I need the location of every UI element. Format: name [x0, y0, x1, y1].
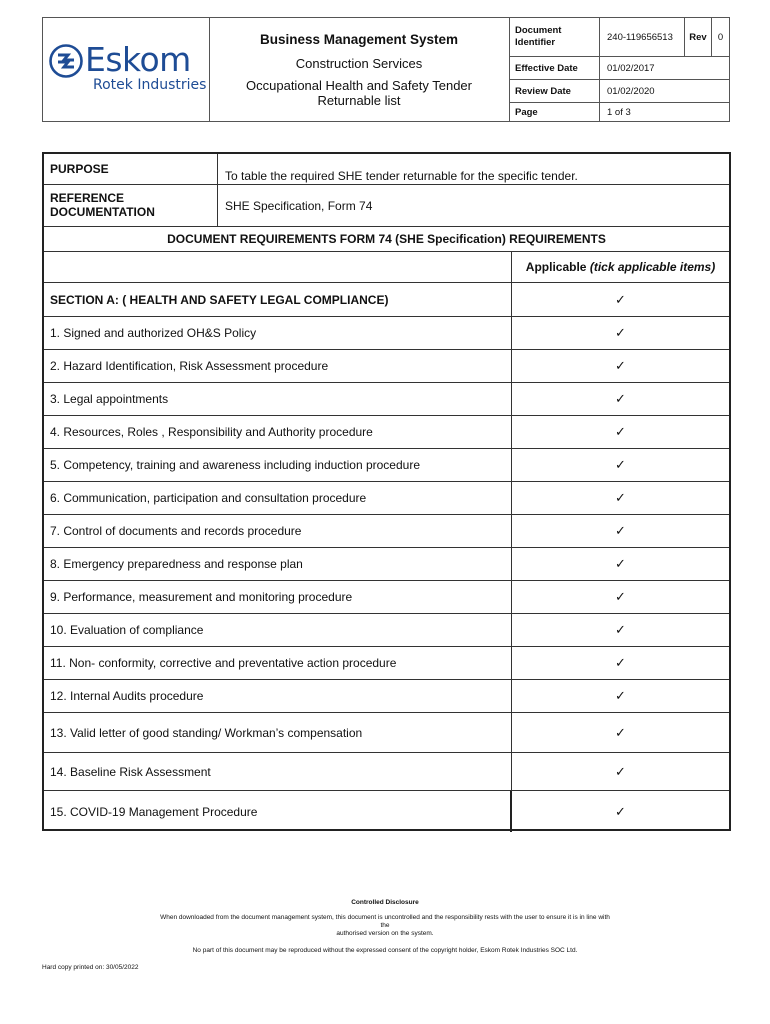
requirements-table: [42, 152, 731, 831]
requirement-label: 3. Legal appointments: [44, 383, 512, 415]
logo-sub-text: Rotek Industries: [93, 77, 207, 93]
footer-line-4: No part of this document may be reproduced without the expressed consent of the copyright holder, Eskom Rotek Industries SOC Ltd.: [192, 947, 578, 954]
requirement-label: 13. Valid letter of good standing/ Workman’s compensation: [44, 713, 512, 752]
applicable-checkbox[interactable]: [512, 416, 729, 448]
check-icon: ✓: [615, 688, 626, 703]
requirement-row: [44, 350, 729, 383]
requirement-label: 6. Communication, participation and consultation procedure: [44, 482, 512, 514]
system-title: Business Management System: [259, 32, 459, 47]
requirement-label: 4. Resources, Roles , Responsibility and Authority procedure: [44, 416, 512, 448]
requirement-label: 11. Non- conformity, corrective and preventative action procedure: [44, 647, 512, 679]
applicable-checkbox[interactable]: [512, 350, 729, 382]
requirement-row: [44, 680, 729, 713]
requirement-label: 9. Performance, measurement and monitoring procedure: [44, 581, 512, 613]
applicable-checkbox[interactable]: [512, 647, 729, 679]
rev-value: 0: [717, 31, 724, 43]
document-header: [42, 17, 730, 122]
purpose-label: PURPOSE: [44, 154, 218, 184]
check-icon: ✓: [615, 763, 626, 779]
identifier-label: Document Identifier: [509, 18, 600, 56]
applicable-checkbox[interactable]: [512, 614, 729, 646]
applicable-header-row: [44, 252, 729, 283]
requirement-label: 7. Control of documents and records procedure: [44, 515, 512, 547]
requirement-label: 10. Evaluation of compliance: [44, 614, 512, 646]
reference-row: [44, 185, 729, 227]
section-row: [44, 283, 729, 317]
check-icon: ✓: [615, 589, 626, 604]
eskom-logo-icon: [49, 44, 83, 78]
applicable-checkbox[interactable]: [512, 581, 729, 613]
requirement-row: [44, 791, 729, 832]
requirement-label: 1. Signed and authorized OH&S Policy: [44, 317, 512, 349]
applicable-checkbox[interactable]: [512, 283, 729, 316]
applicable-checkbox[interactable]: [512, 449, 729, 481]
document-meta: [509, 18, 729, 121]
requirement-label: 15. COVID-19 Management Procedure: [44, 791, 512, 832]
requirement-label: 12. Internal Audits procedure: [44, 680, 512, 712]
applicable-checkbox[interactable]: [512, 482, 729, 514]
check-icon: ✓: [615, 291, 626, 307]
applicable-header: [512, 252, 729, 282]
check-icon: ✓: [615, 803, 626, 819]
applicable-checkbox[interactable]: [512, 753, 729, 790]
requirement-row: [44, 581, 729, 614]
check-icon: ✓: [615, 724, 626, 740]
applicable-checkbox[interactable]: [512, 680, 729, 712]
meta-page-row: [509, 103, 729, 121]
review-value: 01/02/2020: [607, 85, 655, 97]
check-icon: ✓: [615, 424, 626, 439]
applicable-checkbox[interactable]: [512, 317, 729, 349]
rev-cell: [685, 18, 729, 56]
applicable-checkbox[interactable]: [512, 713, 729, 752]
requirement-row: [44, 317, 729, 350]
requirement-row: [44, 647, 729, 680]
rev-label: Rev: [685, 18, 712, 56]
requirement-label: 8. Emergency preparedness and response plan: [44, 548, 512, 580]
requirement-row: [44, 383, 729, 416]
check-icon: ✓: [615, 655, 626, 670]
requirement-row: [44, 548, 729, 581]
applicable-hint: (tick applicable items): [589, 260, 716, 274]
title-cell: [209, 18, 510, 121]
requirement-label: SECTION A: ( HEALTH AND SAFETY LEGAL COMPLIANCE): [44, 283, 512, 316]
requirement-row: [44, 482, 729, 515]
check-icon: ✓: [615, 622, 626, 637]
page-label: Page: [509, 103, 600, 121]
footer-line-2: the: [380, 922, 390, 929]
applicable-checkbox[interactable]: [512, 548, 729, 580]
effective-label: Effective Date: [509, 57, 600, 79]
check-icon: ✓: [615, 556, 626, 571]
requirement-row: [44, 753, 729, 791]
requirement-label: 5. Competency, training and awareness including induction procedure: [44, 449, 512, 481]
footer-line-3: authorised version on the system.: [336, 930, 434, 937]
requirement-row: [44, 713, 729, 753]
check-icon: ✓: [615, 358, 626, 373]
requirement-row: [44, 416, 729, 449]
check-icon: ✓: [615, 490, 626, 505]
review-label: Review Date: [509, 80, 600, 102]
logo-brand-text: Eskom: [85, 40, 191, 79]
effective-value: 01/02/2017: [607, 62, 655, 74]
printed-date: Hard copy printed on: 30/05/2022: [42, 964, 139, 971]
requirements-heading: DOCUMENT REQUIREMENTS FORM 74 (SHE Specification) REQUIREMENTS: [44, 227, 729, 252]
identifier-value: 240-119656513: [600, 18, 685, 56]
purpose-row: [44, 154, 729, 185]
meta-effective-row: [509, 57, 729, 80]
document-title: Occupational Health and Safety Tender Returnable list: [246, 78, 472, 108]
check-icon: ✓: [615, 391, 626, 406]
meta-review-row: [509, 80, 729, 103]
requirement-row: [44, 449, 729, 482]
logo-cell: [43, 18, 210, 121]
requirement-label: 2. Hazard Identification, Risk Assessment procedure: [44, 350, 512, 382]
applicable-header-blank: [44, 252, 512, 282]
department-title: Construction Services: [295, 56, 423, 71]
reference-value: SHE Specification, Form 74: [225, 199, 373, 213]
check-icon: ✓: [615, 523, 626, 538]
footer-heading: Controlled Disclosure: [351, 899, 419, 906]
applicable-label: Applicable: [525, 260, 587, 274]
check-icon: ✓: [615, 325, 626, 340]
purpose-value: To table the required SHE tender returnable for the specific tender.: [225, 169, 578, 183]
applicable-checkbox[interactable]: [512, 791, 729, 832]
applicable-checkbox[interactable]: [512, 383, 729, 415]
applicable-checkbox[interactable]: [512, 515, 729, 547]
eskom-logo: [49, 40, 209, 100]
page-value: 1 of 3: [607, 106, 631, 118]
reference-label: REFERENCE DOCUMENTATION: [44, 185, 218, 226]
meta-identifier-row: [509, 18, 729, 57]
requirement-row: [44, 614, 729, 647]
requirement-label: 14. Baseline Risk Assessment: [44, 753, 512, 790]
footer-line-1: When downloaded from the document management system, this document is uncontrolled and the responsibility rests with the user to ensure it is in line with: [160, 914, 610, 921]
requirement-row: [44, 515, 729, 548]
check-icon: ✓: [615, 457, 626, 472]
